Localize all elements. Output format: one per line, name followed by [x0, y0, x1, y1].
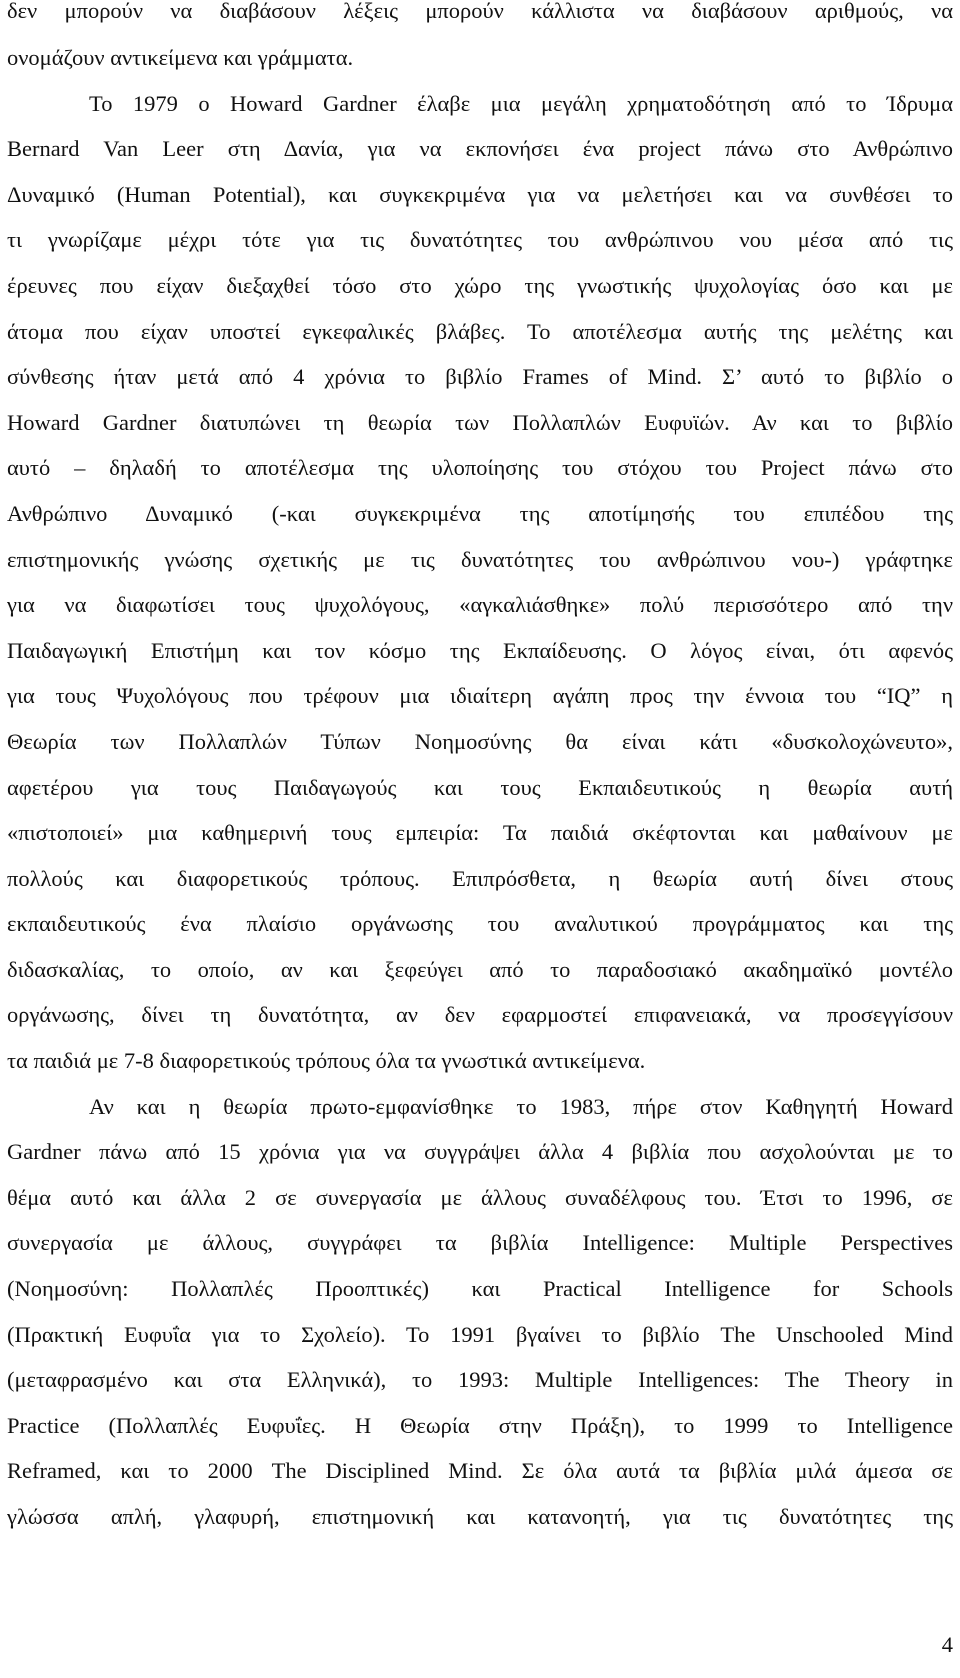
text-line: θέμα αυτό και άλλα 2 σε συνεργασία με άλλους συναδέλφους του. Έτσι το 1996, σε: [7, 1184, 953, 1210]
text-line: Bernard Van Leer στη Δανία, για να εκπονήσει ένα project πάνω στο Ανθρώπινο: [7, 136, 953, 162]
page-number: 4: [941, 1632, 953, 1657]
text-line: γλώσσα απλή, γλαφυρή, επιστημονική και κατανοητή, για τις δυνατότητες της: [7, 1504, 953, 1529]
text-line: σύνθεσης ήταν μετά από 4 χρόνια το βιβλίο Frames of Mind. Σ’ αυτό το βιβλίο ο: [7, 364, 953, 390]
text-line: Reframed, και το 2000 The Disciplined Mind. Σε όλα αυτά τα βιβλία μιλά άμεσα σε: [7, 1458, 953, 1484]
text-line: Δυναμικό (Human Potential), και συγκεκριμένα για να μελετήσει και να συνθέσει το: [7, 181, 953, 207]
text-line: «πιστοποιεί» μια καθημερινή τους εμπειρία: Τα παιδιά σκέφτονται και μαθαίνουν με: [7, 820, 953, 846]
text-line: τι γνωρίζαμε μέχρι τότε για τις δυνατότητες του ανθρώπινου νου μέσα από τις: [7, 227, 953, 253]
text-line: δεν μπορούν να διαβάσουν λέξεις μπορούν κάλλιστα να διαβάσουν αριθμούς, να: [7, 0, 953, 23]
text-line: για να διαφωτίσει τους ψυχολόγους, «αγκαλιάσθηκε» πολύ περισσότερο από την: [7, 592, 953, 618]
body-text: [7, 0, 953, 1540]
text-line: (μεταφρασμένο και στα Ελληνικά), το 1993: Multiple Intelligences: The Theory in: [7, 1367, 953, 1393]
text-line: Practice (Πολλαπλές Ευφυΐες. Η Θεωρία στην Πράξη), το 1999 το Intelligence: [7, 1412, 953, 1438]
text-line: επιστημονικής γνώσης σχετικής με τις δυνατότητες του ανθρώπινου νου-) γράφτηκε: [7, 546, 953, 572]
paragraph-first-line: Το 1979 ο Howard Gardner έλαβε μια μεγάλη χρηματοδότηση από το Ίδρυμα: [89, 90, 953, 116]
text-line: διδασκαλίας, το οποίο, αν και ξεφεύγει από το παραδοσιακό ακαδημαϊκό μοντέλο: [7, 956, 953, 982]
text-line: (Νοημοσύνη: Πολλαπλές Προοπτικές) και Practical Intelligence for Schools: [7, 1276, 953, 1302]
text-line: Howard Gardner διατυπώνει τη θεωρία των Πολλαπλών Ευφυϊών. Αν και το βιβλίο: [7, 409, 953, 435]
text-line: πολλούς και διαφορετικούς τρόπους. Επιπρόσθετα, η θεωρία αυτή δίνει στους: [7, 865, 953, 891]
text-line: για τους Ψυχολόγους που τρέφουν μια ιδιαίτερη αγάπη προς την έννοια του “IQ” η: [7, 683, 953, 709]
text-line: Παιδαγωγική Επιστήμη και τον κόσμο της Εκπαίδευσης. Ο λόγος είναι, ότι αφενός: [7, 637, 953, 663]
text-line: Θεωρία των Πολλαπλών Τύπων Νοημοσύνης θα είναι κάτι «δυσκολοχώνευτο»,: [7, 728, 953, 754]
text-line: συνεργασία με άλλους, συγγράφει τα βιβλία Intelligence: Multiple Perspectives: [7, 1230, 953, 1256]
paragraph-first-line: Αν και η θεωρία πρωτο-εμφανίσθηκε το 1983, πήρε στον Καθηγητή Howard: [89, 1093, 953, 1119]
text-line: άτομα που είχαν υποστεί εγκεφαλικές βλάβες. Το αποτέλεσμα αυτής της μελέτης και: [7, 318, 953, 344]
text-line: εκπαιδευτικούς ένα πλαίσιο οργάνωσης του αναλυτικού προγράμματος και της: [7, 911, 953, 937]
text-line: αφετέρου για τους Παιδαγωγούς και τους Εκπαιδευτικούς η θεωρία αυτή: [7, 774, 953, 800]
text-line: τα παιδιά με 7-8 διαφορετικούς τρόπους όλα τα γνωστικά αντικείμενα.: [7, 1048, 646, 1074]
text-line: αυτό – δηλαδή το αποτέλεσμα της υλοποίησης του στόχου του Project πάνω στο: [7, 455, 953, 481]
text-line: ονομάζουν αντικείμενα και γράμματα.: [7, 45, 354, 70]
text-line: οργάνωσης, δίνει τη δυνατότητα, αν δεν εφαρμοστεί επιφανειακά, να προσεγγίσουν: [7, 1002, 953, 1028]
text-line: Ανθρώπινο Δυναμικό (-και συγκεκριμένα της αποτίμησής του επιπέδου της: [7, 500, 953, 526]
text-line: (Πρακτική Ευφυΐα για το Σχολείο). Το 1991 βγαίνει το βιβλίο The Unschooled Mind: [7, 1321, 953, 1347]
text-line: έρευνες που είχαν διεξαχθεί τόσο στο χώρο της γνωστικής ψυχολογίας όσο και με: [7, 272, 953, 298]
text-line: Gardner πάνω από 15 χρόνια για να συγγράψει άλλα 4 βιβλία που ασχολούνται με το: [7, 1139, 953, 1165]
